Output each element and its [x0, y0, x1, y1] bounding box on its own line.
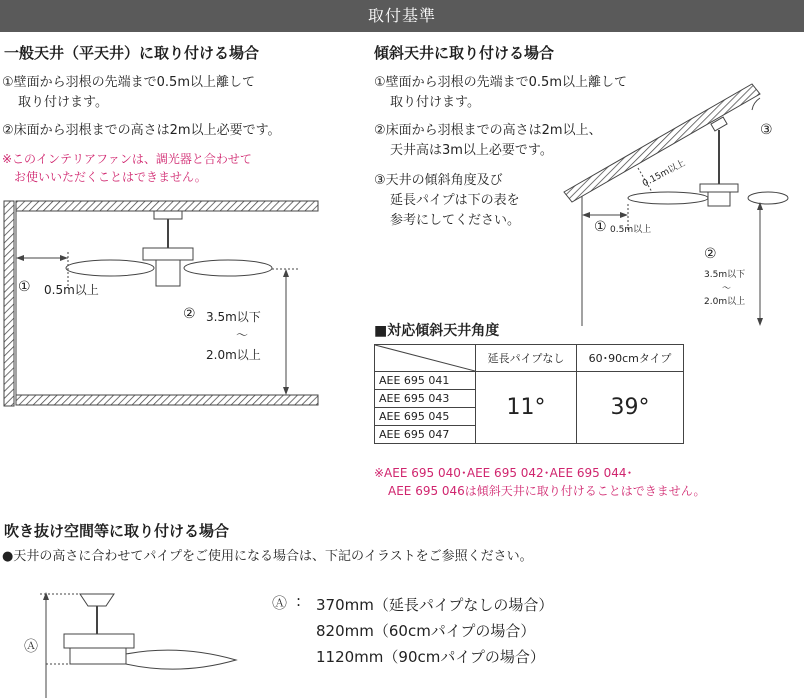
angle-col-pipe: 60･90cmタイプ: [577, 345, 684, 372]
atrium-heading: 吹き抜け空間等に取り付ける場合: [4, 522, 230, 540]
slope-rule-3c: 参考にしてください。: [390, 213, 521, 228]
atrium-fan-motor: [64, 634, 134, 648]
fan-motor: [143, 248, 193, 260]
flat-ceiling-diagram: [0, 190, 330, 415]
flat-dim-2-max: 3.5m以下: [206, 310, 261, 324]
slope-note-b: AEE 695 046は傾斜天井に取り付けることはできません。: [388, 484, 706, 498]
flat-dim-1-label: 0.5m以上: [44, 283, 99, 297]
angle-no-pipe-value: 11°: [476, 372, 577, 444]
flat-ceiling-heading: 一般天井（平天井）に取り付ける場合: [4, 44, 260, 62]
atrium-fan-blade: [126, 650, 236, 669]
slope-dim-min: 2.0m以上: [704, 297, 746, 307]
atrium-fan-canopy: [80, 594, 114, 606]
slope-rule-1b: 取り付けます。: [390, 95, 480, 110]
angle-pipe-value: 39°: [577, 372, 684, 444]
slope-rule-3b: 延長パイプは下の表を: [390, 193, 520, 208]
slope-dim-3-mark: ③: [760, 122, 773, 138]
atrium-text: ●天井の高さに合わせてパイプをご使用になる場合は、下記のイラストをご参照ください。: [2, 549, 533, 564]
wall-hatch: [4, 201, 14, 406]
slope-dim-max: 3.5m以下: [704, 270, 746, 280]
atrium-a-mark: Ⓐ: [272, 594, 288, 612]
flat-rule-1b: 取り付けます。: [18, 95, 108, 110]
model-row: AEE 695 041: [375, 372, 476, 390]
flat-dim-1-mark: ①: [18, 279, 31, 295]
flat-dim-2-tilde: 〜: [236, 328, 249, 342]
atrium-a-colon: :: [296, 592, 302, 610]
flat-note-a: ※このインテリアファンは、調光器と合わせて: [2, 152, 252, 166]
sloped-ceiling-diagram: [560, 80, 790, 330]
angle-table: [374, 344, 684, 444]
slope-dim-015: 0.15m以上: [641, 158, 688, 190]
slope-rule-2a: ②床面から羽根までの高さは2m以上、: [374, 123, 602, 138]
angle-table-corner: [375, 345, 476, 372]
fan-canopy: [154, 211, 182, 219]
flat-rule-1a: ①壁面から羽根の先端まで0.5m以上離して: [2, 75, 255, 90]
atrium-dim-label: Ⓐ: [24, 639, 38, 655]
slope-rule-1a: ①壁面から羽根の先端まで0.5m以上離して: [374, 75, 627, 90]
fan-blade-right: [184, 260, 272, 276]
slope-note-a: ※AEE 695 040･AEE 695 042･AEE 695 044･: [374, 466, 633, 480]
sloped-fan-motor: [700, 184, 738, 192]
model-row: AEE 695 045: [375, 408, 476, 426]
fan-blade-left: [66, 260, 154, 276]
slope-dim-1-mark: ①: [594, 219, 607, 235]
model-row: AEE 695 047: [375, 426, 476, 444]
angle-col-no-pipe: 延長パイプなし: [476, 345, 577, 372]
angle-table-title: ■対応傾斜天井角度: [374, 323, 500, 339]
slope-dim-tilde: 〜: [722, 284, 732, 294]
atrium-length-1: 370mm（延長パイプなしの場合）: [316, 596, 554, 614]
flat-note-b: お使いいただくことはできません。: [14, 170, 207, 184]
flat-rule-2: ②床面から羽根までの高さは2m以上必要です。: [2, 123, 281, 138]
atrium-length-2: 820mm（60cmパイプの場合）: [316, 622, 536, 640]
sloped-fan-blade-right: [748, 192, 788, 204]
slope-rule-2b: 天井高は3m以上必要です。: [390, 143, 553, 158]
flat-dim-2-min: 2.0m以上: [206, 348, 261, 362]
ceiling-hatch: [16, 201, 318, 211]
flat-dim-2-mark: ②: [183, 306, 196, 322]
atrium-length-3: 1120mm（90cmパイプの場合）: [316, 648, 545, 666]
slope-dim-2-mark: ②: [704, 246, 717, 262]
slope-rule-3a: ③天井の傾斜角度及び: [374, 173, 503, 188]
floor-hatch: [16, 395, 318, 405]
section-banner: 取付基準: [0, 0, 804, 32]
sloped-fan-blade-left: [628, 192, 708, 204]
slope-ceiling-heading: 傾斜天井に取り付ける場合: [374, 44, 555, 62]
model-row: AEE 695 043: [375, 390, 476, 408]
slope-dim-05: 0.5m以上: [610, 225, 652, 235]
